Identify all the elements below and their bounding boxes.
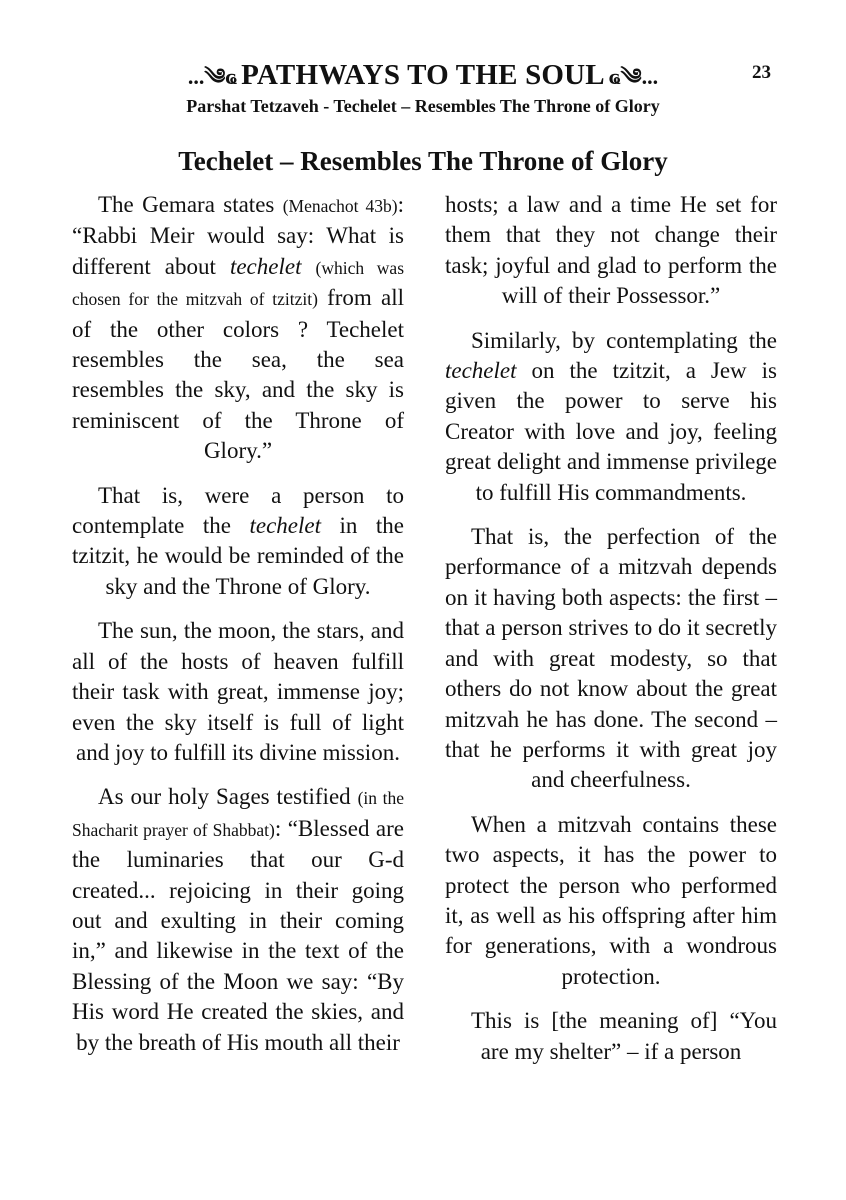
text-run: on the tzitzit, a Jew is given the power to serve his Creator with love and joy, feeling great delight and immense privilege to fulfill His commandments. <box>445 358 777 505</box>
paragraph <box>445 522 777 796</box>
text-run: from all of the other colors ? Techelet resembles the sea, the sea resembles the sky, and the sky is reminiscent of the Throne of Glory.” <box>72 285 404 464</box>
italic-term: techelet <box>445 358 517 384</box>
text-run: : “Rabbi Meir would say: What is different about <box>72 192 404 279</box>
citation: (which was chosen for the mitzvah of tzitzit) <box>72 257 404 310</box>
chapter-subtitle: Parshat Tetzaveh - Techelet – Resembles The Throne of Glory <box>186 96 660 116</box>
paragraph <box>72 616 404 768</box>
text-run: This is [the meaning of] “You are my shelter” – if a person <box>471 1008 777 1064</box>
text-run: When a mitzvah contains these two aspects, it has the power to protect the person who performed it, as well as his offspring after him for generations, with a wondrous protection. <box>445 811 777 989</box>
ornament-left: ...༄ҩ <box>187 64 238 89</box>
paragraph <box>72 481 404 603</box>
paragraph <box>445 810 777 992</box>
paragraph <box>72 782 404 1058</box>
right-column <box>445 190 777 1081</box>
text-run <box>301 254 315 279</box>
italic-term: techelet <box>229 253 302 279</box>
ornament-right: ҩ༄... <box>608 64 659 89</box>
citation: (Menachot 43b) <box>282 196 398 216</box>
text-run: That is, the perfection of the performance of a mitzvah depends on it having both aspects: the first – that a person strives to do it secretly and with great modesty, so that others do not know about the great mitzvah he has done. The second – that he performs it with great joy and cheerfulness. <box>445 524 777 793</box>
paragraph <box>445 1006 777 1067</box>
paragraph <box>445 326 777 508</box>
text-run: : “Blessed are the luminaries that our G-d created... rejoicing in their going out and exulting in their coming in,” and likewise in the text of the Blessing of the Moon we say: “By His word He created the skies, and by the breath of His mouth all their <box>72 815 404 1055</box>
page-number: 23 <box>752 62 771 83</box>
left-column <box>72 190 404 1072</box>
article-title: Techelet – Resembles The Throne of Glory <box>178 146 668 176</box>
text-run: The sun, the moon, the stars, and all of the hosts of heaven fulfill their task with great, immense joy; even the sky itself is full of light and joy to fulfill its divine mission. <box>72 618 404 765</box>
paragraph <box>72 190 404 467</box>
text-run: That is, were a person to contemplate the <box>72 482 404 539</box>
text-run: The Gemara states <box>98 192 283 217</box>
text-run: hosts; a law and a time He set for them that they not change their task; joyful and glad to perform the will of their Possessor.” <box>445 192 777 309</box>
text-run: in the tzitzit, he would be reminded of the sky and the Throne of Glory. <box>72 513 404 599</box>
text-run: As our holy Sages testified <box>98 784 358 810</box>
text-run: Similarly, by contemplating the <box>471 327 777 353</box>
citation: (in the Shacharit prayer of Shabbat) <box>72 788 405 840</box>
running-title: PATHWAYS TO THE SOUL <box>241 59 605 91</box>
paragraph <box>445 190 777 312</box>
italic-term: techelet <box>249 513 322 539</box>
